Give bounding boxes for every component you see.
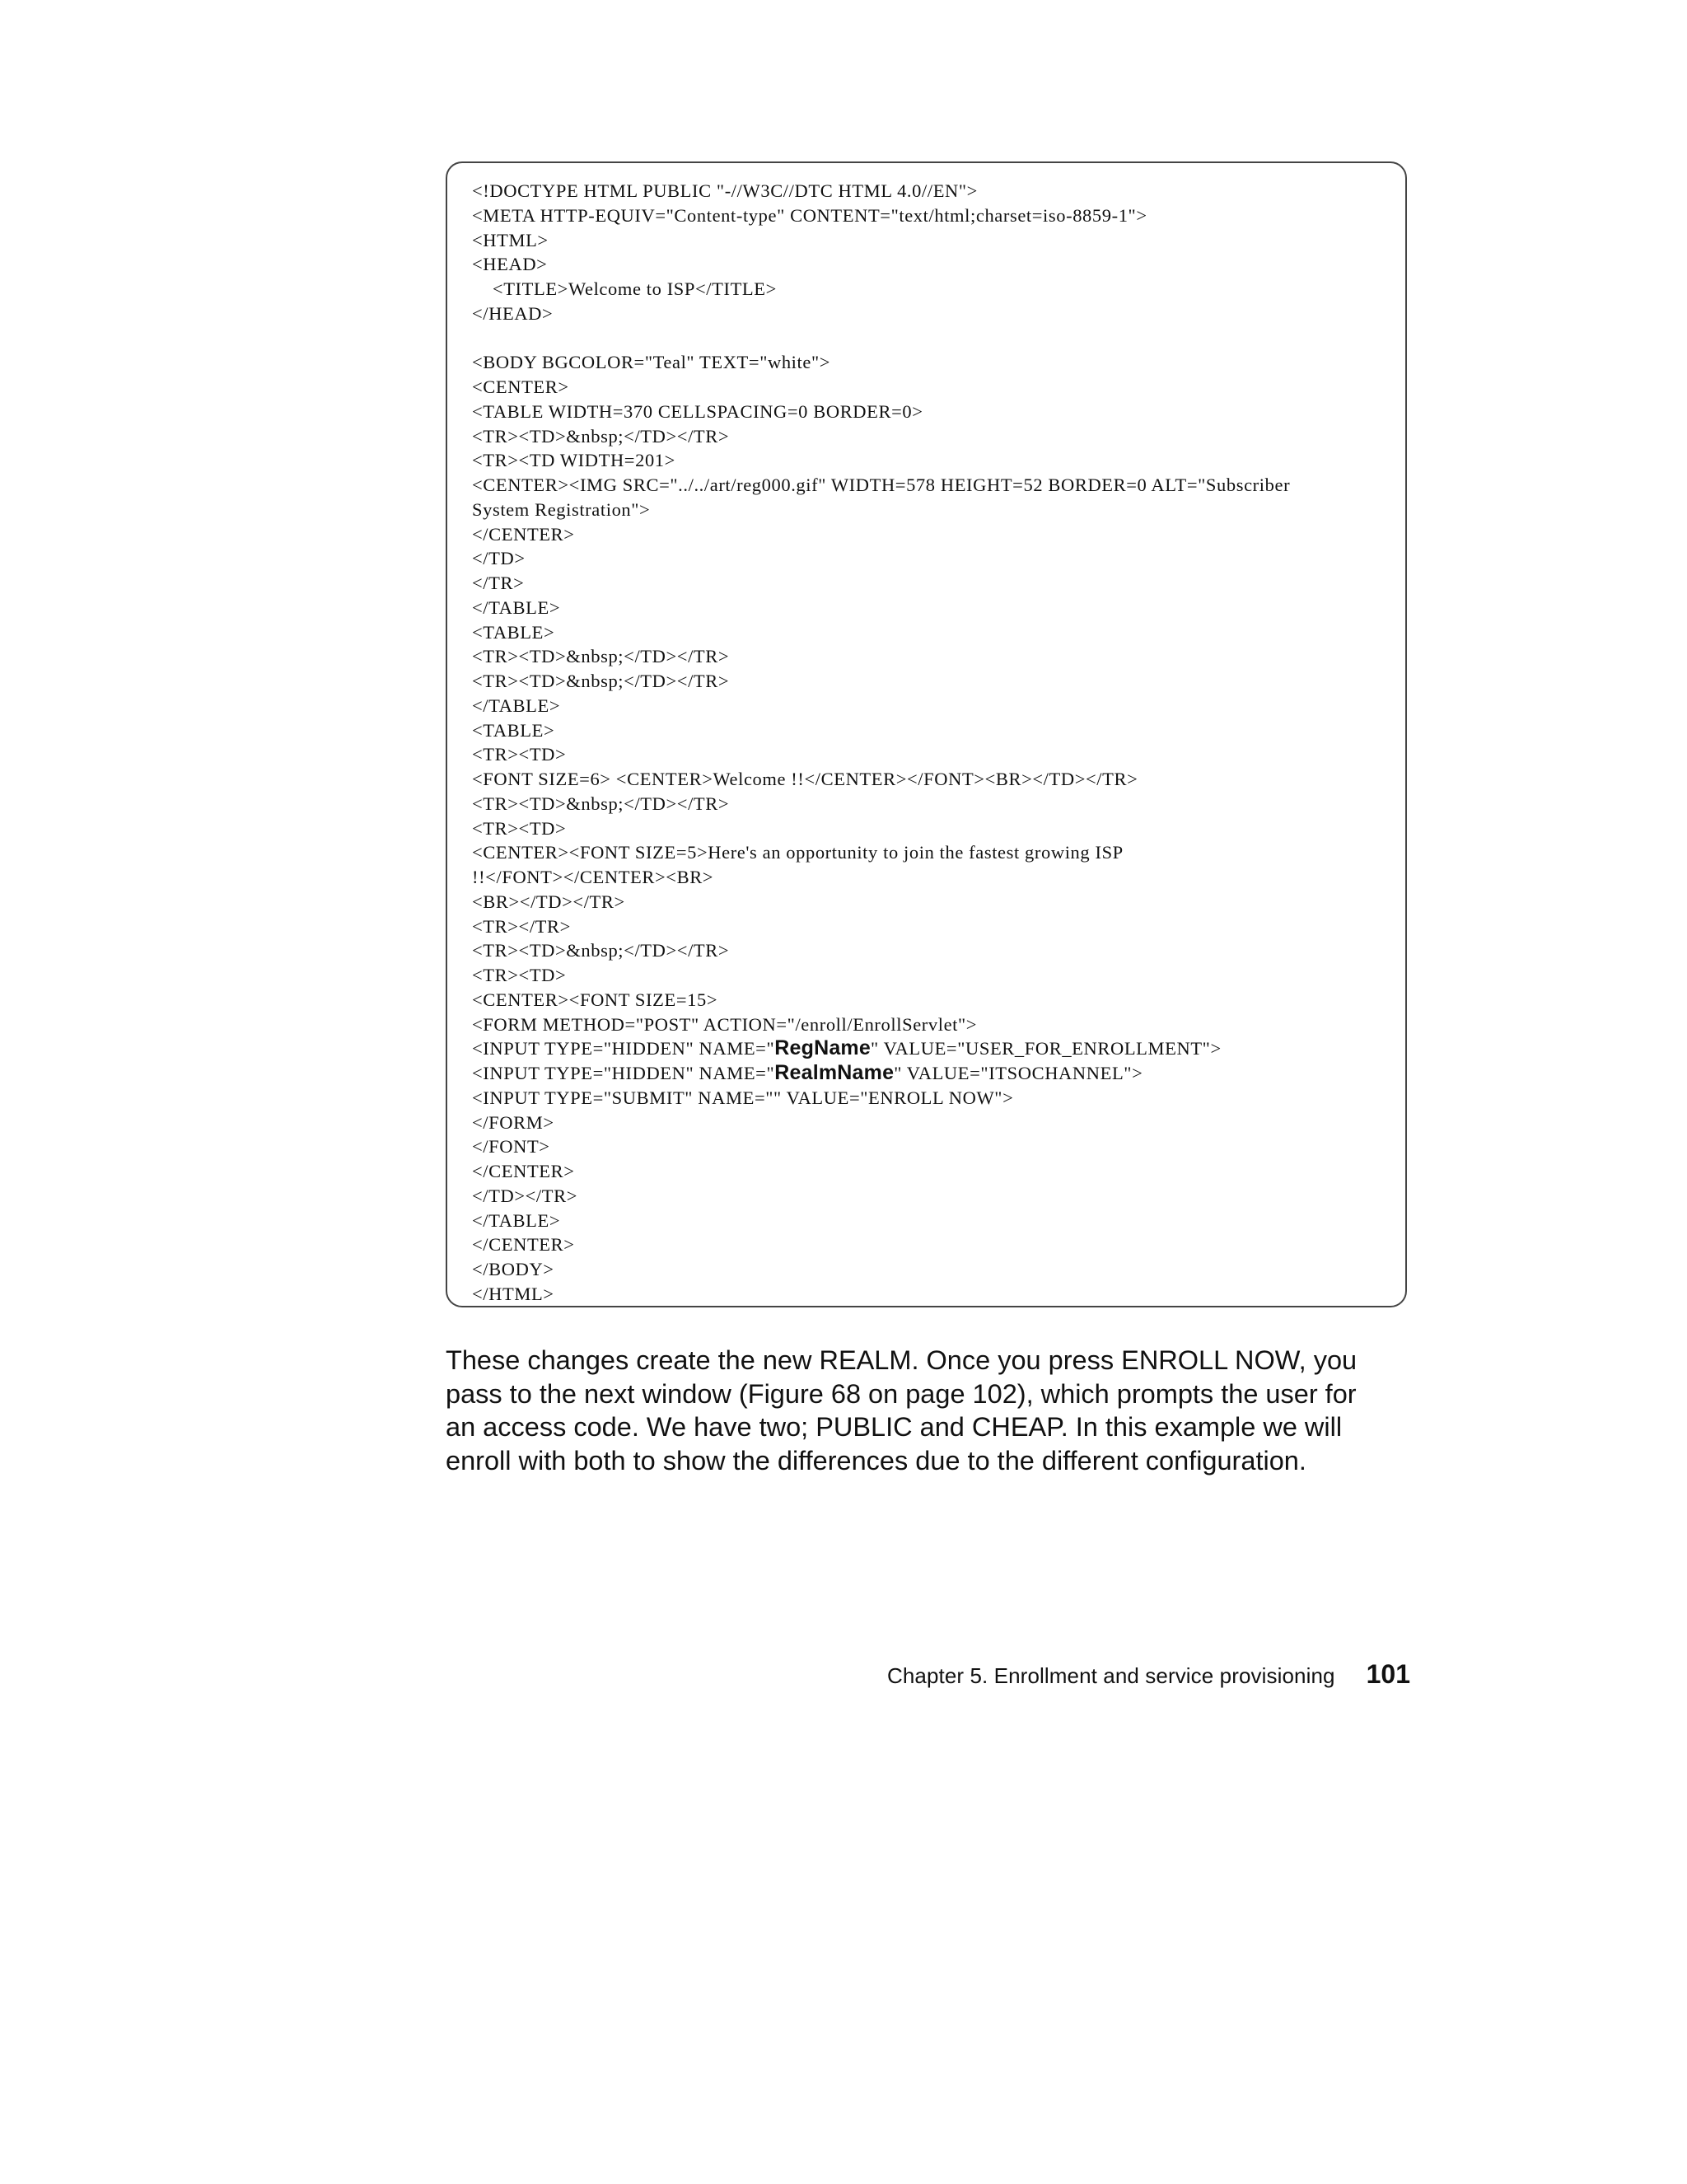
highlight-realmname: RealmName	[774, 1061, 895, 1084]
code-line: </TR>	[472, 573, 525, 593]
code-line: <HEAD>	[472, 254, 548, 275]
code-line: <INPUT TYPE="SUBMIT" NAME="" VALUE="ENROLL NOW">	[472, 1087, 1014, 1108]
code-line: </CENTER>	[472, 1161, 575, 1181]
code-line: <TR><TD>	[472, 744, 567, 765]
code-line: <CENTER>	[472, 376, 569, 397]
body-line: pass to the next window (Figure 68 on page 102), which prompts the user for	[446, 1378, 1357, 1409]
code-lines-after	[472, 1086, 1389, 1307]
code-line: <!DOCTYPE HTML PUBLIC "-//W3C//DTC HTML 4.0//EN">	[472, 180, 978, 201]
code-line: <CENTER><IMG SRC="../../art/reg000.gif" WIDTH=578 HEIGHT=52 BORDER=0 ALT="Subscriber	[472, 475, 1291, 495]
code-line: </TD></TR>	[472, 1185, 578, 1206]
code-line: </BODY>	[472, 1259, 554, 1279]
code-line: </CENTER>	[472, 1234, 575, 1256]
code-line: <FONT SIZE=6> <CENTER>Welcome !!</CENTER></FONT><BR></TD></TR>	[472, 769, 1138, 789]
code-line: <BODY BGCOLOR="Teal" TEXT="white">	[472, 352, 831, 373]
code-line: <TABLE>	[472, 621, 555, 643]
code-listing	[446, 161, 1407, 1307]
code-line: <CENTER><FONT SIZE=15>	[472, 989, 718, 1010]
code-line: <TR><TD>&nbsp;</TD></TR>	[472, 940, 730, 961]
code-line: </HEAD>	[472, 302, 554, 324]
body-line: enroll with both to show the differences due to the different configuration.	[446, 1445, 1306, 1475]
code-line: <TR><TD WIDTH=201>	[472, 450, 675, 471]
code-line	[472, 326, 1389, 351]
code-line: <HTML>	[472, 229, 549, 250]
code-line: <TABLE>	[472, 719, 555, 741]
code-line-realmname	[472, 1061, 1389, 1086]
code-line: </TABLE>	[472, 694, 561, 716]
code-line: </HTML>	[472, 1283, 554, 1304]
code-line: <TR><TD>	[472, 965, 567, 985]
code-line: </TABLE>	[472, 596, 561, 618]
code-line: </FONT>	[472, 1136, 550, 1157]
code-line: </CENTER>	[472, 523, 575, 545]
code-line: <TABLE WIDTH=370 CELLSPACING=0 BORDER=0>	[472, 400, 923, 422]
code-suffix: " VALUE="ITSOCHANNEL">	[894, 1063, 1143, 1083]
page-footer	[741, 1659, 1410, 1690]
code-line: <META HTTP-EQUIV="Content-type" CONTENT="text/html;charset=iso-8859-1">	[472, 204, 1147, 226]
code-prefix: <INPUT TYPE="HIDDEN" NAME="	[472, 1063, 775, 1083]
code-line: <BR></TD></TR>	[472, 891, 625, 912]
code-suffix: " VALUE="USER_FOR_ENROLLMENT">	[870, 1038, 1222, 1059]
code-line: <FORM METHOD="POST" ACTION="/enroll/EnrollServlet">	[472, 1013, 978, 1035]
highlight-regname: RegName	[774, 1036, 871, 1060]
code-line: <TR><TD>&nbsp;</TD></TR>	[472, 671, 730, 691]
code-line: <TR><TD>	[472, 817, 567, 839]
code-line: <TR></TR>	[472, 915, 571, 937]
code-line: <TR><TD>&nbsp;</TD></TR>	[472, 793, 730, 814]
page-number: 101	[1366, 1659, 1410, 1689]
code-line: <TITLE>Welcome to ISP</TITLE>	[472, 278, 777, 299]
code-line-regname	[472, 1036, 1389, 1061]
chapter-title: Chapter 5. Enrollment and service provisioning	[886, 1663, 1335, 1688]
body-line: These changes create the new REALM. Once you press ENROLL NOW, you	[446, 1345, 1358, 1375]
code-lines-before	[472, 179, 1389, 1036]
code-line: <TR><TD>&nbsp;</TD></TR>	[472, 425, 730, 447]
code-line: !!</FONT></CENTER><BR>	[472, 867, 714, 887]
code-prefix: <INPUT TYPE="HIDDEN" NAME="	[472, 1038, 775, 1059]
code-line: <CENTER><FONT SIZE=5>Here's an opportunity to join the fastest growing ISP	[472, 842, 1124, 863]
code-line: </FORM>	[472, 1111, 554, 1133]
body-paragraph	[446, 1344, 1411, 1477]
code-line: </TD>	[472, 548, 526, 569]
code-line: System Registration">	[472, 498, 651, 520]
code-line: </TABLE>	[472, 1209, 561, 1231]
code-line: <TR><TD>&nbsp;</TD></TR>	[472, 646, 730, 667]
body-line: an access code. We have two; PUBLIC and CHEAP. In this example we will	[446, 1412, 1343, 1442]
